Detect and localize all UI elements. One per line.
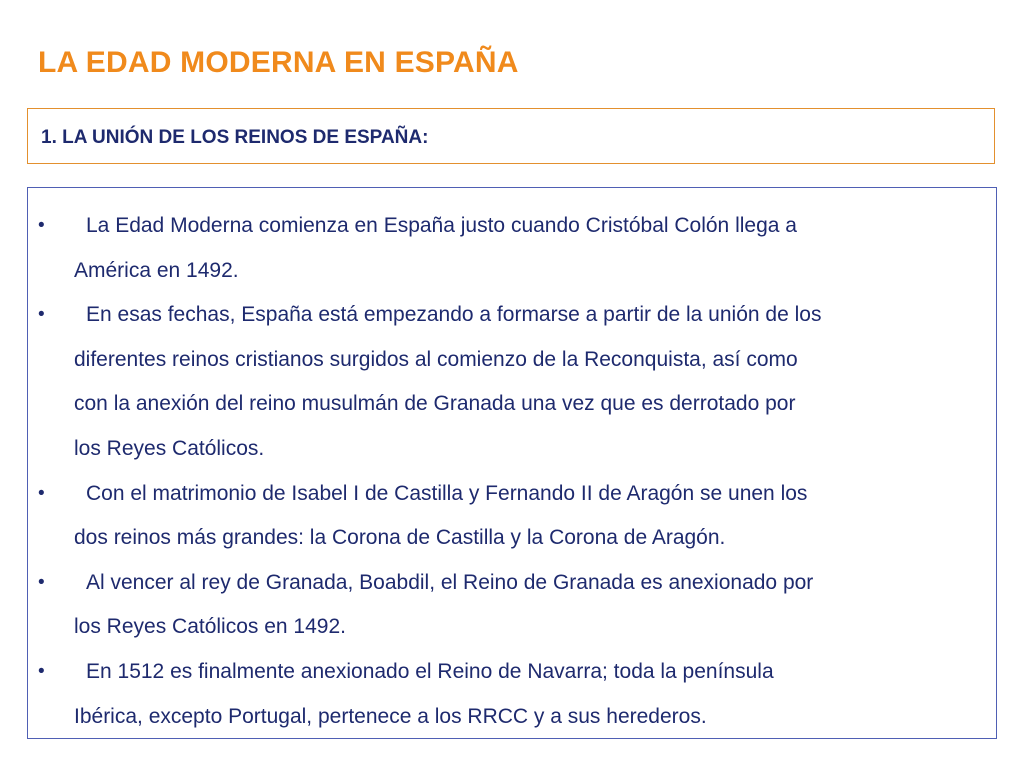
bullet-line: los Reyes Católicos. <box>74 436 265 460</box>
section-heading-box <box>27 108 995 164</box>
bullet-marker-icon: • <box>38 304 45 326</box>
bullet-line: dos reinos más grandes: la Corona de Castilla y la Corona de Aragón. <box>74 526 726 550</box>
content-box <box>27 187 997 739</box>
bullet-line: los Reyes Católicos en 1492. <box>74 615 346 639</box>
bullet-item <box>38 561 978 650</box>
bullet-line: diferentes reinos cristianos surgidos al comienzo de la Reconquista, así como <box>74 347 798 371</box>
bullet-list <box>38 204 978 739</box>
bullet-item <box>38 293 978 471</box>
bullet-marker-icon: • <box>38 482 45 504</box>
bullet-line: La Edad Moderna comienza en España justo cuando Cristóbal Colón llega a <box>86 214 797 237</box>
bullet-item <box>38 472 978 561</box>
bullet-line: con la anexión del reino musulmán de Granada una vez que es derrotado por <box>74 392 796 416</box>
bullet-line: América en 1492. <box>74 258 239 282</box>
bullet-item <box>38 650 978 739</box>
page-title: LA EDAD MODERNA EN ESPAÑA <box>38 46 519 79</box>
bullet-item <box>38 204 978 293</box>
bullet-line: Al vencer al rey de Granada, Boabdil, el Reino de Granada es anexionado por <box>86 570 814 594</box>
bullet-line: En esas fechas, España está empezando a formarse a partir de la unión de los <box>86 303 822 327</box>
bullet-marker-icon: • <box>38 571 45 593</box>
bullet-line: En 1512 es finalmente anexionado el Reino de Navarra; toda la península <box>86 659 774 683</box>
bullet-marker-icon: • <box>38 660 45 682</box>
bullet-line: Ibérica, excepto Portugal, pertenece a los RRCC y a sus herederos. <box>74 704 707 728</box>
section-heading: 1. LA UNIÓN DE LOS REINOS DE ESPAÑA: <box>41 127 429 148</box>
bullet-marker-icon: • <box>38 215 45 236</box>
bullet-line: Con el matrimonio de Isabel I de Castilla y Fernando II de Aragón se unen los <box>86 481 808 505</box>
